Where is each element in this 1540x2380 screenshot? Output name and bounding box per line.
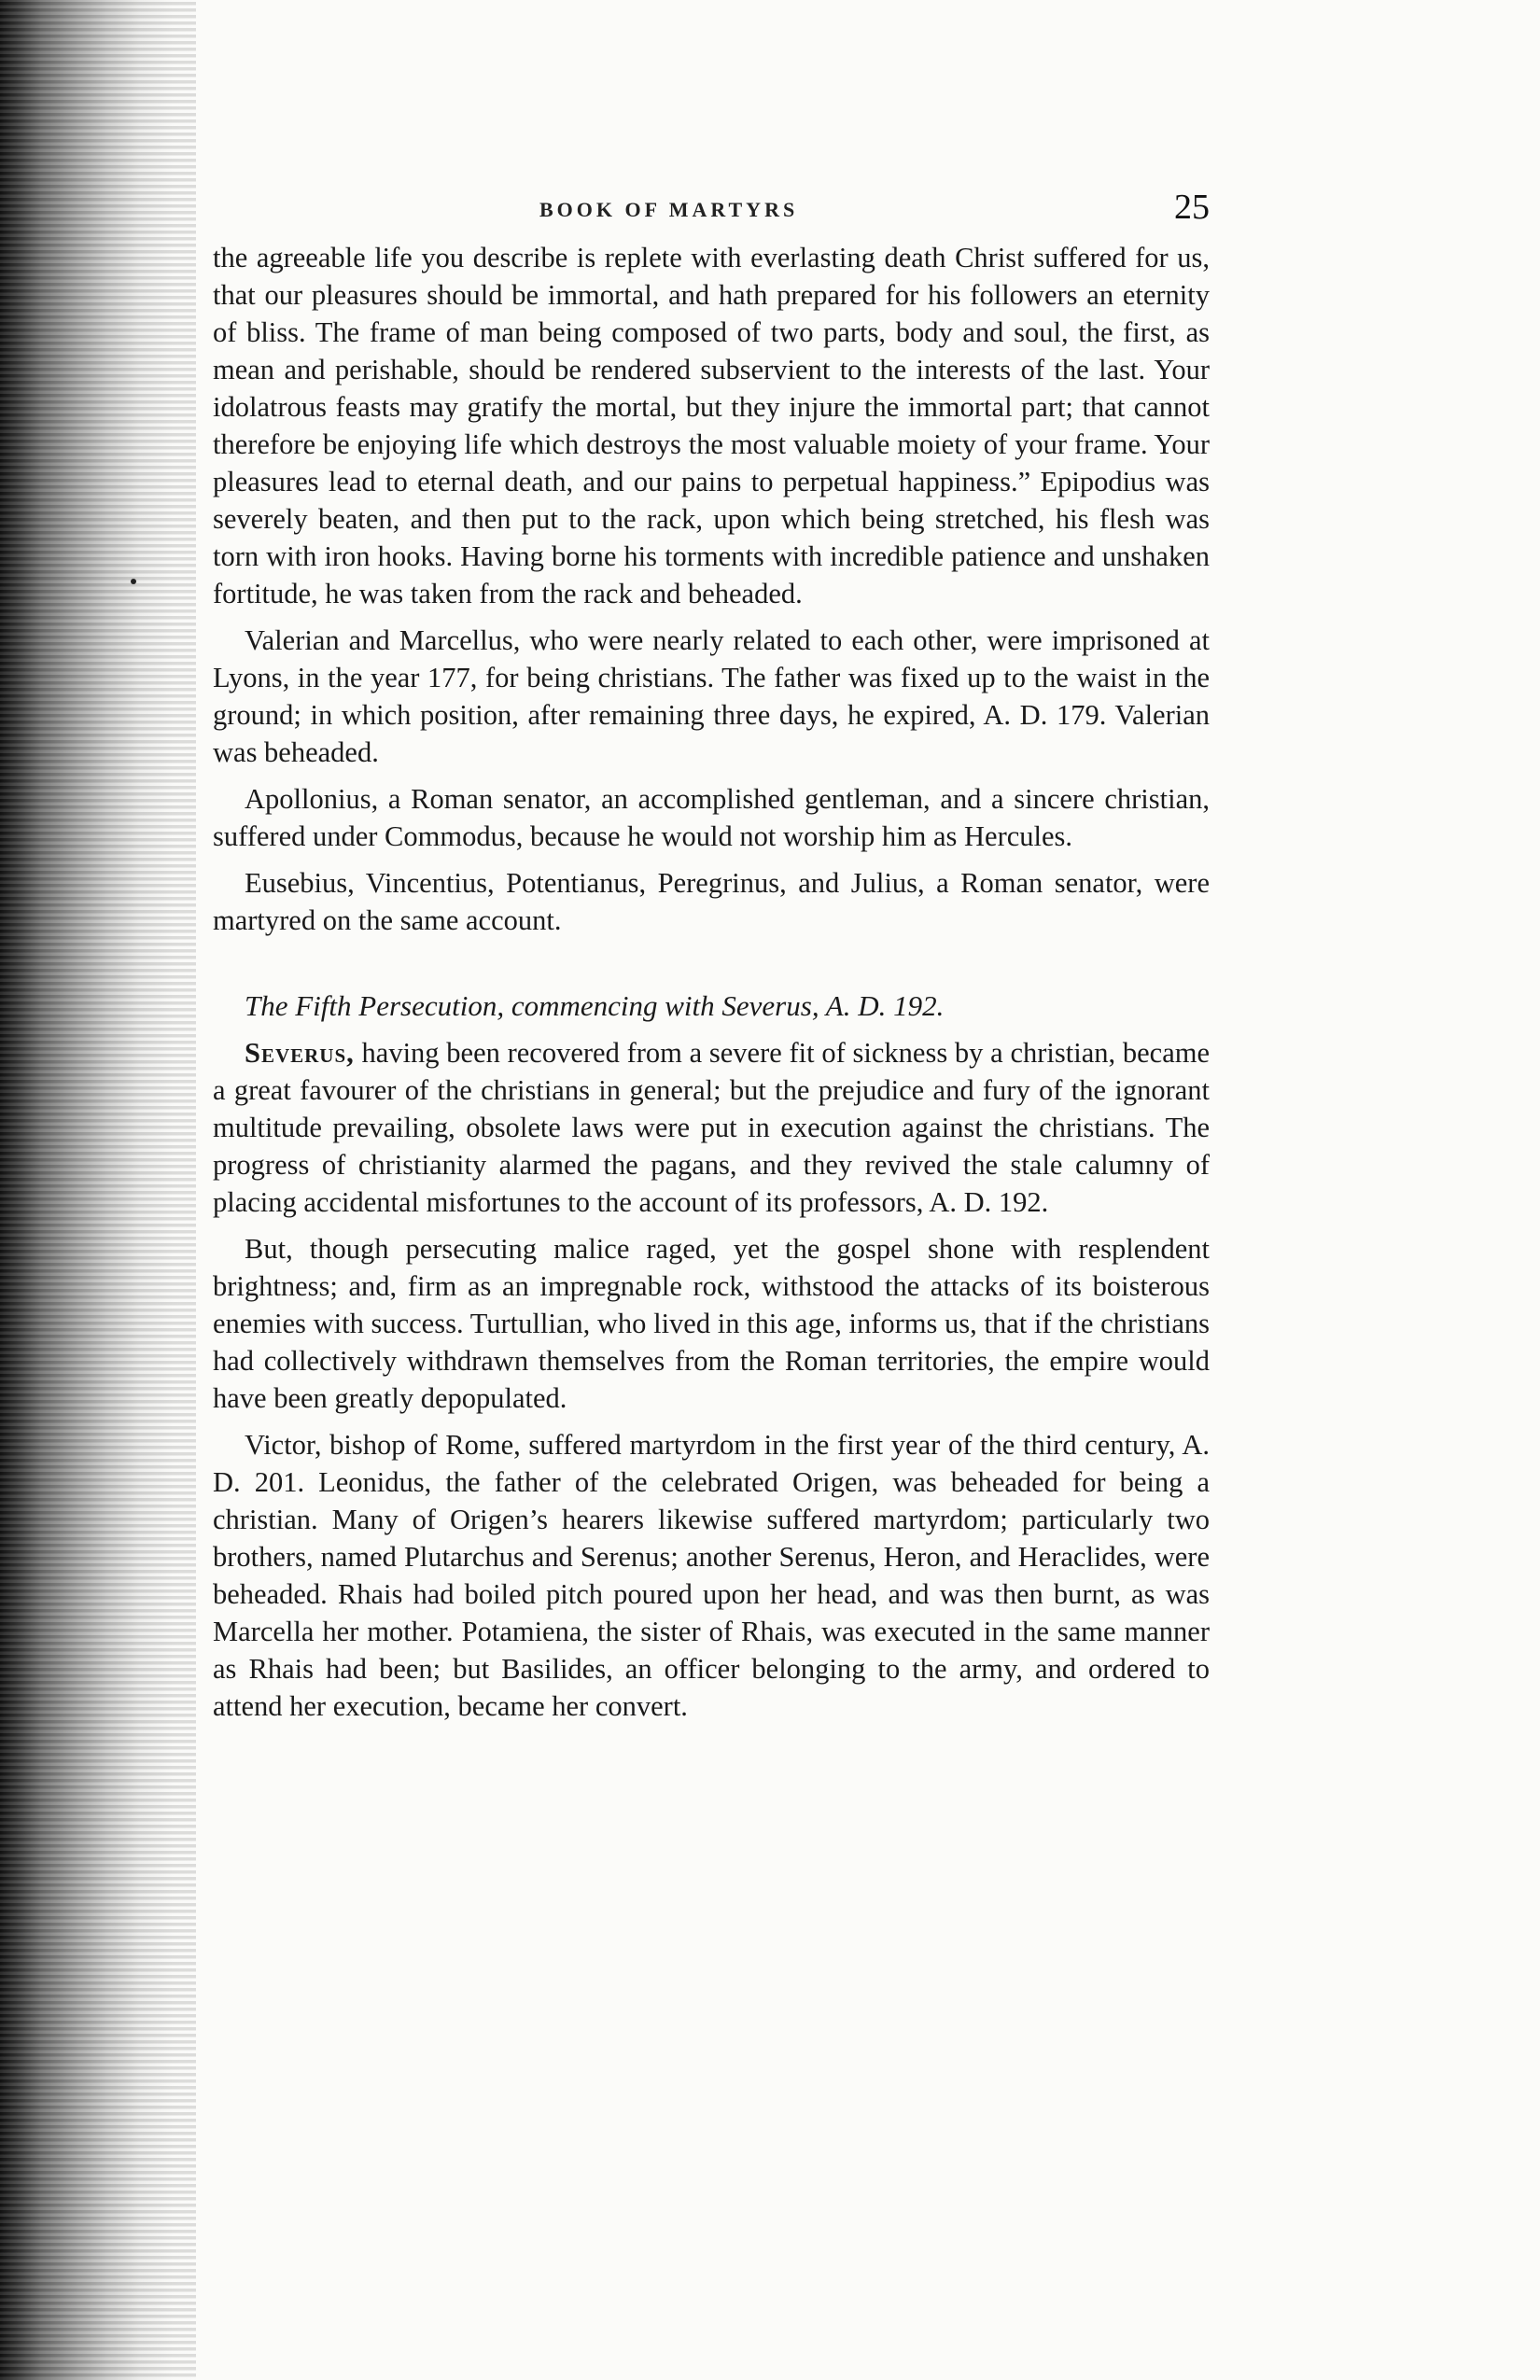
paragraph: Eusebius, Vincentius, Potentianus, Peregrinus, and Julius, a Roman senator, were martyred on the same account. xyxy=(213,867,1210,936)
paragraph-text: having been recovered from a severe fit of sickness by a christian, became a great favourer of the christians in general; but the prejudice and fury of the ignorant multitude prevailing, obsolete laws were put in execution against the christians. The progress of christianity alarmed the pagans, and they revived the stale calumny of placing accidental misfortunes to the account of its professors, A. D. 192. xyxy=(213,1037,1210,1218)
binding-shadow xyxy=(0,0,196,2380)
paragraph: Apollonius, a Roman senator, an accomplished gentleman, and a sincere christian, suffered under Commodus, because he would not worship him as Hercules. xyxy=(213,783,1210,852)
body-text xyxy=(213,239,1210,1725)
running-head xyxy=(213,187,1210,239)
paragraph xyxy=(213,1034,1210,1221)
paragraph: But, though persecuting malice raged, yet the gospel shone with resplendent brightness; and, firm as an impregnable rock, withstood the attacks of its boisterous enemies with success. Turtullian, who lived in this age, informs us, that if the christians had collectively withdrawn themselves from the Roman territories, the empire would have been greatly depopulated. xyxy=(213,1233,1210,1414)
section-heading: The Fifth Persecution, commencing with Severus, A. D. 192. xyxy=(245,989,945,1022)
page-number: 25 xyxy=(1174,188,1210,227)
lead-word: Severus, xyxy=(245,1037,355,1069)
running-title: BOOK OF MARTYRS xyxy=(539,198,799,221)
paragraph: Valerian and Marcellus, who were nearly related to each other, were imprisoned at Lyons, in the year 177, for being christians. The father was fixed up to the waist in the ground; in which position, after remaining three days, he expired, A. D. 179. Valerian was beheaded. xyxy=(213,624,1210,768)
margin-mark xyxy=(131,579,136,584)
paragraph: Victor, bishop of Rome, suffered martyrdom in the first year of the third century, A. D. 201. Leonidus, the father of the celebrated Origen, was beheaded for being a christian. Many of Origen’s hearers likewise suffered martyrdom; particularly two brothers, named Plutarchus and Serenus; another Serenus, Heron, and Heraclides, were beheaded. Rhais had boiled pitch poured upon her head, and was then burnt, as was Marcella her mother. Potamiena, the sister of Rhais, was executed in the same manner as Rhais had been; but Basilides, an officer belonging to the army, and ordered to attend her execution, became her convert. xyxy=(213,1429,1210,1722)
paragraph: the agreeable life you describe is replete with everlasting death Christ suffered for us, that our pleasures should be immortal, and hath prepared for his followers an eternity of bliss. The frame of man being composed of two parts, body and soul, the first, as mean and perishable, should be rendered subservient to the interests of the last. Your idolatrous feasts may gratify the mortal, but they injure the immortal part; that cannot therefore be enjoying life which destroys the most valuable moiety of your frame. Your pleasures lead to eternal death, and our pains to perpetual happiness.” Epipodius was severely beaten, and then put to the rack, upon which being stretched, his flesh was torn with iron hooks. Having borne his torments with incredible patience and unshaken fortitude, he was taken from the rack and beheaded. xyxy=(213,242,1210,609)
page-content xyxy=(213,187,1210,1734)
